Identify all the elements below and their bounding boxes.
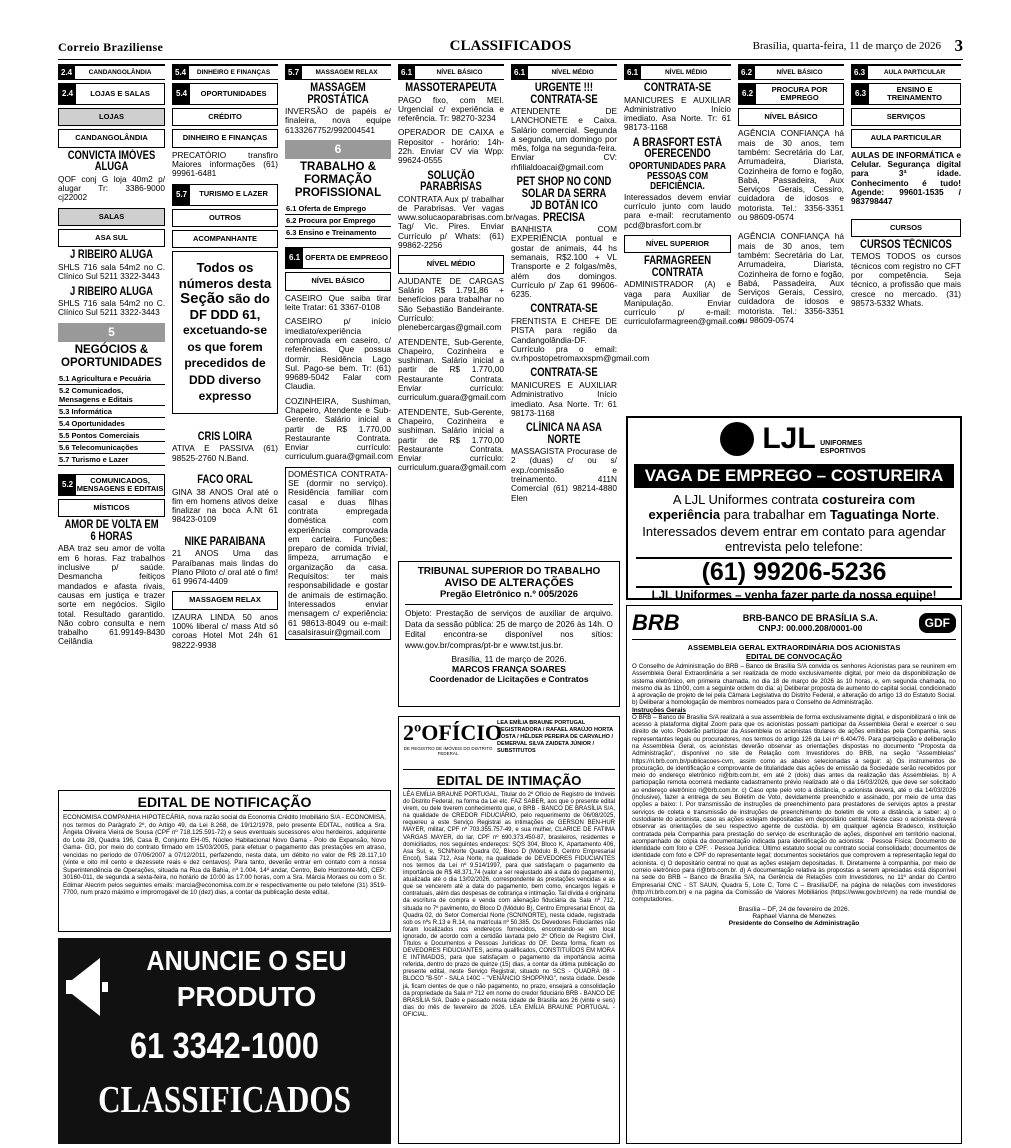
section-title: TURISMO E LAZER xyxy=(199,189,268,199)
section-title: COMUNICADOS, MENSAGENS E EDITAIS xyxy=(76,475,164,494)
ad-title: MASSAGEM PROSTÁTICA xyxy=(307,82,369,106)
classified-ad xyxy=(511,83,617,172)
section-header-procura xyxy=(738,83,844,105)
ad-body: TEMOS TODOS os cursos técnicos com registro no CFT por competência. Seja técnico, a profissão que mais cresce no mercado. (31) 98573-5332 Whats. xyxy=(851,251,961,308)
classified-ad xyxy=(851,240,961,308)
ad-body: ATENDENTE DE LANCHONETE e Caixa. Salário comercial. Segunda a segunda, um domingo por mês, folga na segunda-feira. Enviar CV: rhfilialdoacai@gmail.com xyxy=(511,106,617,172)
ljl-text: para trabalhar em xyxy=(720,507,830,522)
ad-title: URGENTE !!! CONTRATA-SE xyxy=(530,82,598,106)
section-title: CLASSIFICADOS xyxy=(449,38,572,54)
column-2 xyxy=(172,64,278,784)
ad-title: FARMAGREEN CONTRATA xyxy=(643,255,712,279)
ad-body: AULAS DE INFORMÁTICA e Celular. Segurança digital para 3ª idade. Conhecimento é tudo! Agende: 99601-1535 / 983798447 xyxy=(851,149,961,207)
ad-body: ADMINISTRADOR (A) e vaga para Auxiliar de Manipulação. Enviar currículo p/ e-mail: curriculofarmagreen@gmail.com xyxy=(624,279,745,327)
ad-title: FACO ORAL xyxy=(197,474,253,487)
ad-body: PAGO fixo, com MEI. Urgencial c/ experiência e referência. Tr: 98270-3234 xyxy=(398,94,504,124)
section-code: 6.2 xyxy=(739,84,756,104)
oficio-header xyxy=(403,720,615,770)
anuncie-phone: 61 3342-1000 xyxy=(130,1025,319,1066)
ljl-logo xyxy=(628,422,960,462)
page-number: 3 xyxy=(954,36,963,55)
section-title: LOJAS E SALAS xyxy=(90,88,150,98)
ljl-banner: VAGA DE EMPREGO – COSTUREIRA xyxy=(634,464,954,488)
classified-ad xyxy=(398,336,507,403)
megaphone-icon xyxy=(66,952,110,1022)
ad-body: CASEIRO Que saiba tirar leite Tratar: 61 3367-0108 xyxy=(285,292,391,313)
brb-paragraph-2: O BRB – Banco de Brasília S/A realizará a sua assembleia de forma exclusivamente digital, e disponibilizará o link de acesso à plataforma digital Zoom para que os acionistas possam participar da Assembleia Geral e exercer o seu direito de voto. Poderão participar da Assembleia os acionistas titulares de ações emitidas pela Companhia, seus representantes legais ou procuradores, nos termos do artigo 126 da Lei nº 6.404/76. Para participação e deliberação na Assembleia Geral, os acionistas deverão observar as orientações dispostas no documento "Proposta da Administração", disponível no site de Relação com Investidores do BRB, na seção "Assembleias" https://ri.brb.com.br/publicacoes-cvm, assim como as abaixo selecionadas a seguir: a) Os instrumentos de procuração, de identificação e comprovante de titularidade das ações de emissão da Sociedade serão recebidos por meio do endereço eletrônico ri@brb.com.br, em até 2 (dois) dias antes da realização das Assembleias. b) A participação remota ocorrerá mediante cadastramento prévio realizado até o dia 16/03/2026, que deve ser solicitado ao endereço eletrônico ri@brb.com.br. c) Caso opte pelo voto a distância, o acionista deverá, até o dia 14/03/2026 (inclusive), fazer a entrega de seu Boletim de Voto, devidamente preenchido e assinado, por meio de uma das opções a baixo: I. Por transmissão de instruções de preenchimento para prestadores de serviços aptos a prestar serviços de coleta e transmissão de instruções de preenchimento do boletim de voto a distância, a saber: a) o custodiante do acionista, caso as ações estejam depositadas em depositário central. Neste caso o acionista deverá observar as orientações de seu respectivo agente de custódia. b) em qualquer agência Bradesco, instituição contratada pela Companhia para prestação do serviço de escrituração de ações, disponível em território nacional, acompanhado de cópia da documentação indicada para identificação do acionista: · Pessoa Física: Documento de identidade com foto e CPF. · Pessoa Jurídica: Último estatuto social ou contrato social consolidado; documentos de identidade com foto e CPF do representante legal; documentos societários que comprovem a representação legal do acionista. c) O depositário central no qual as ações estejam depositadas. II. Diretamente à companhia, por meio de correio eletrônico para ri@brb.com.br. d) A documentação relativa às propostas a serem apreciadas está disponível na sede do BRB – Banco de Brasília S/A, na Gerência de Relações com Investidores, no 11º andar do Centro Empresarial CNC - ST SAUN, Quadra 5, Lote C, Torre C – Brasília/DF, na página de relações com investidores (http://ri.brb.com.br) e na página da Comissão de Valores Mobiliários (https://www.gov.br/cvm) na rede mundial de computadores. xyxy=(632,713,956,904)
subsection-nivel-basico: NÍVEL BÁSICO xyxy=(738,108,844,126)
classified-ad xyxy=(172,432,278,463)
index-item: 5.3 Informática xyxy=(58,406,165,418)
ad-title: J RIBEIRO ALUGA xyxy=(70,249,153,262)
oficio-body: LÉA EMÍLIA BRAUNE PORTUGAL, Titular do 2º Ofício de Registro de Imóveis do Distrito Federal, na forma da Lei etc. FAZ SABER, aos que o presente edital virem, ou dele tiverem conhecimento que, o BRB - BANCO DE BRASÍLIA S/A, na qualidade de CREDOR FIDUCIÁRIO, pelo requerimento de 06/08/2025, requereu a este Serviço Registral as intimações de GERSON BEN-HUR MAYER, militar, CPF nº 703.355.757-49, e sua mulher, CLARICE DE FATIMA VARGAS MAYER, do lar, CPF nº 690.373.450-87, brasileiros, residentes e domiciliados, nos seguintes endereços: SQS 304, Bloco K, Apartamento 406, Asa Sul, e, SCN/Norte Quadra 02, Bloco D (Módulo B, Centro Empresarial Encol), Sala 712, Asa Norte, na qualidade de DEVEDORES FIDUCIANTES nos termos da Lei nº 9.514/1997, para que satisfaçam o pagamento da importância de R$ 48.371,74 (valor a ser reajustado até a data do pagamento), atualizada até o dia 13/02/2026, correspondente às prestações vencidas e as que se vencerem até a data do pagamento, bem como, encargos legais e contratuais, além das despesas de cobrança e intimação. Tal dívida é originária da escritura de compra e venda com alienação fiduciária da Sala nº 712, situada no 7º pavimento, do Bloco D (Módulo B), Centro Empresarial Encol, da Quadra 02, do Setor Comercial Norte (SCN/NORTE), nesta cidade, registrada sob os nºs R.13 e R.14, na matrícula nº 50.385. Os Devedores Fiduciantes não foram localizados nos endereços fornecidos, encontrando-se em local ignorado, de acordo com a certidão lavrada pelo 2º Ofício de Registro Civil, Títulos e Documentos e Pessoas Jurídicas do DF. Desta forma, ficam os DEVEDORES FIDUCIANTES, acima qualificados, CONSTITUÍDOS EM MORA E INTIMADOS, para que satisfaçam o pagamento da importância acima referida, dentro do prazo de quinze (15) dias, a contar da última publicação do presente edital, neste Serviço Registral, situado no SCS - QUADRA 08 - BLOCO "B-50" - SALA 140C - "VENÂNCIO SHOPPING", nesta cidade. Desde já, ficam cientes de que o não pagamento, no prazo, ensejará a consolidação da propriedade da Sala nº 712 em nome do credor fiduciário BRB - BANCO DE BRASÍLIA S/A. Dado e passado nesta cidade de Brasília aos 26 (vinte e seis) dias do mês de fevereiro de 2026. LÉA EMÍLIA BRAUNE PORTUGAL - OFICIAL. xyxy=(403,792,615,1018)
classified-ad xyxy=(58,250,165,281)
ad-body: ATENDENTE, Sub-Gerente, Chapeiro, Cozinheira e sushiman. Salário inicial a partir de R$ 1.770,00 Restaurante Contrata. Enviar currículo: curriculum.guara@gmail.com xyxy=(398,336,507,403)
column-header xyxy=(172,64,278,80)
notice-text: excetuando-se os que forem precedidos de DDD diverso expresso xyxy=(182,323,268,404)
ad-title: AMOR DE VOLTA EM 6 HORAS xyxy=(64,519,159,543)
column-7 xyxy=(738,64,844,414)
classified-ad xyxy=(624,138,731,230)
classified-ad xyxy=(511,368,617,418)
ad-title: PET SHOP NO COND SOLAR DA SERRA xyxy=(516,176,612,200)
subsection-servicos: SERVIÇOS xyxy=(851,108,961,126)
brb-subtitle: EDITAL DE CONVOCAÇÃO xyxy=(746,652,842,661)
classified-ad xyxy=(172,537,278,587)
section-code: 6.1 xyxy=(286,248,303,268)
brb-instructions-heading: Instruções Gerais xyxy=(632,706,686,714)
classified-ad xyxy=(285,467,391,640)
ad-body: ABA traz seu amor de volta em 6 horas. Faz trabalhos inclusive p/ saúde. Desmancha feitiços mandados e afasta rivais, causas em justiça e trazer sorte em negócios. Sigilo total. Resultado garantido. Não cobro consulta e nem trabalho 61.99149-8430 Ceilândia xyxy=(58,543,165,647)
subsection-aula-particular: AULA PARTICULAR xyxy=(851,129,961,147)
classified-ad xyxy=(58,287,165,318)
brb-place-date: Brasília – DF, 24 de fevereiro de 2026. xyxy=(738,905,850,913)
notice-text: Todos os números desta xyxy=(178,260,272,291)
ad-body: MANICURES E AUXILIAR Administrativo Início imediato. Asa Norte. Tr: 61 98173-1168 xyxy=(624,94,731,133)
newspaper-name: Correio Braziliense xyxy=(58,40,164,54)
section-code: 6.1 xyxy=(624,66,641,80)
index-item: 5.2 Comunicados, Mensagens e Editais xyxy=(58,385,165,406)
classified-ad xyxy=(285,317,391,391)
section-header-ensino xyxy=(851,83,961,105)
index-item: 6.2 Procura por Emprego xyxy=(285,215,391,227)
brb-heading xyxy=(702,613,919,633)
ad-body: AGÊNCIA CONFIANÇA há mais de 30 anos, tem também: Secretária do Lar, Arrumadeira, Diarista, Cozinheira de forno e fogão, Babá, Passadeira, Aux Serviços Gerais, Cessiro, cuidadora de idosos e motorista. Tel.: 3356-3351 ou 98609-0574 xyxy=(738,128,844,223)
subsection-salas: SALAS xyxy=(58,208,165,226)
subsection-massagem: MASSAGEM RELAX xyxy=(172,591,278,609)
tst-subtitle: AVISO DE ALTERAÇÕES xyxy=(444,577,574,589)
category-number: 6 xyxy=(285,140,391,159)
ad-body: COZINHEIRA, Sushiman, Chapeiro, Atendente e Sub-Gerente. Salário inicial a partir de R$ 1.770,00 Restaurante Contrata. Enviar currículo: curriculum.guara@gmail.com xyxy=(285,395,394,462)
subsection-nivel-basico: NÍVEL BÁSICO xyxy=(285,272,391,290)
classified-ad xyxy=(511,177,617,299)
column-header xyxy=(851,64,961,80)
column-header-title: NÍVEL BÁSICO xyxy=(776,69,823,76)
masthead xyxy=(58,36,963,60)
column-header xyxy=(738,64,844,80)
ljl-description xyxy=(628,490,960,524)
ljl-job-ad xyxy=(626,416,962,600)
section-header-comunicados xyxy=(58,474,165,496)
ljl-text: A LJL Uniformes contrata xyxy=(672,492,822,507)
category-number: 5 xyxy=(58,323,165,342)
ad-title: SOLUÇÃO PARABRISAS xyxy=(420,169,482,194)
brb-logo: BRB xyxy=(632,610,680,635)
oficio-title: EDITAL DE INTIMAÇÃO xyxy=(403,773,615,789)
column-header-title: NÍVEL BÁSICO xyxy=(436,69,483,76)
ljl-shirt-icon xyxy=(720,422,754,456)
brb-signer: Raphael Vianna de Menezes xyxy=(752,912,836,920)
classified-ad xyxy=(398,169,540,251)
subsection-cursos: CURSOS xyxy=(851,219,961,237)
classified-ad xyxy=(58,520,165,646)
classified-ad xyxy=(398,406,507,473)
ad-body: OPERADOR DE CAIXA e Repositor - horário: 14h-22h. Enviar CV via Wpp: 99624-0555 xyxy=(398,127,504,166)
column-8 xyxy=(851,64,961,414)
section-title: PROCURA POR EMPREGO xyxy=(771,84,828,102)
column-header xyxy=(58,64,165,80)
ad-body: SHLS 716 sala 54m2 no C. Clínico Sul 5211 3322-3443 xyxy=(58,298,165,318)
column-5 xyxy=(511,64,650,554)
ad-body: PRECATÓRIO transfiro Maiores informações (61) 99961-6481 xyxy=(172,149,278,179)
tst-body: Objeto: Prestação de serviços de auxiliar de arquivo. Data da sessão pública: 25 de março de 2026 às 14h. O Edital encontra-se disponível nos sítios: www.gov.br/compras/pt-br e www.tst.jus.br. xyxy=(405,604,613,650)
index-item: 5.5 Pontos Comerciais xyxy=(58,430,165,442)
subsection-misticos: MÍSTICOS xyxy=(58,499,165,517)
tst-title: TRIBUNAL SUPERIOR DO TRABALHO xyxy=(417,566,601,577)
brb-header xyxy=(632,610,956,640)
brb-title: ASSEMBLEIA GERAL EXTRAORDINÁRIA DOS ACIONISTAS xyxy=(687,643,901,652)
column-header-title: NÍVEL MÉDIO xyxy=(664,69,708,76)
subsection-nivel-superior: NÍVEL SUPERIOR xyxy=(624,235,731,253)
brb-paragraph-1: O Conselho de Administração do BRB – Banco de Brasília S/A convida os senhores Acionistas para se reunirem em Assembleia Geral Extraordinária a ser realizada de modo exclusivamente digital, por meio da disponibilização de sistema eletrônico, em primeira chamada, no dia 18 de março de 2026 às 10 horas, e, em segunda chamada, no mesmo dia às 11h00, com a seguinte ordem do dia: a) Deliberar proposta de aumento do capital social, condicionado à aprovação de projeto de lei pela Câmara Legislativa do Distrito Federal, e alteração do artigo 13 do Estatuto Social. b) Deliberar a homologação de membros nomeados para o Conselho de Administração. xyxy=(632,663,956,707)
ad-body: BANHISTA COM EXPERIÊNCIA pontual e gostar de animais, 44 hs semanais, R$2.100 + VL Transporte e 2 folgas/mês, além dos domingos. Currículo p/ Zap 61 99606-6235. xyxy=(511,224,617,300)
index-item: 6.3 Ensino e Treinamento xyxy=(285,227,391,239)
section-header-oportunidades xyxy=(172,83,278,105)
tst-process: Pregão Eletrônico n.º 005/2026 xyxy=(439,589,579,600)
index-item: 5.4 Oportunidades xyxy=(58,418,165,430)
section-title: OFERTA DE EMPREGO xyxy=(305,253,389,263)
notification-body: ECONOMISA COMPANHIA HIPOTECÁRIA, nova razão social da Economia Crédito Imobiliário S/A - ECONOMISA, nos termos do Parágrafo 2º, do Artigo 49, da Lei 8.268, de 19/12/1978, pelo presente EDITAL, notifica a Sra. Ângela Oliveira Vieira de Sousa (CPF nº 718.125.591-72) e seus eventuais sucessores e/ou herdeiros, adquirente do Lote 28, Quadra 196, Casa B, Conjunto EH-05, Núcleo Habitacional Novo Gama - Polo de Expansão, Novo Gama- GO, por meio do contrato firmado em 15/03/2005, para efetuar o pagamento das prestações em atraso, vencidas no período de 07/06/2007 a 07/12/2011, perfazendo, nesta data, um débito no valor de R$ 28.117,10 (vinte e oito mil cento e dezessete reais e dez centavos). Para tanto, deverão entrar em contato com a nossa Superintendência de Operações, situada na Rua da Bahia, nº 1.004, 14º andar, Centro, Belo Horizonte-MG, CEP: 30160-011, de segunda a sexta-feira, no horário de 10:00 às 17:00 horas, com a Sra. Márcia Moraes ou com o Sr. Edimar Alecrim pelos seguintes emails: marcia@economisa.com.br e respectivamente ou pelo telefone (31) 3519-7700, num prazo máximo e improrrogável de 10 (dez) dias, a contar da publicação deste edital. xyxy=(63,814,386,896)
column-3 xyxy=(285,64,394,784)
column-header-title: MASSAGEM RELAX xyxy=(315,69,378,76)
index-item: 5.1 Agricultura e Pecuária xyxy=(58,373,165,385)
tst-signer: MARCOS FRANÇA SOARES xyxy=(452,664,566,674)
ad-body: SHLS 716 sala 54m2 no C. Clínico Sul 5211 3322-3443 xyxy=(58,261,165,282)
classified-ad xyxy=(285,294,391,313)
ljl-logo-text: LJL xyxy=(762,422,816,455)
section-header-turismo xyxy=(172,184,278,206)
classified-ad xyxy=(172,151,278,179)
category-index xyxy=(58,373,165,466)
classified-ad xyxy=(285,395,394,462)
oficio-edital xyxy=(398,716,620,1144)
section-code: 2.4 xyxy=(58,66,75,80)
tst-signer-role: Coordenador de Licitações e Contratos xyxy=(429,674,589,684)
brb-company-name: BRB-BANCO DE BRASÍLIA S.A. xyxy=(742,613,878,623)
anuncie-ad xyxy=(58,938,391,1144)
ad-body: MASSAGISTA Procurase de 2 (duas) c/ ou s/ exp./comissão e treinamento. 411N Comercial (61) 98214-4880 Elen xyxy=(511,446,617,503)
classified-ad xyxy=(398,83,504,123)
ad-body: AGÊNCIA CONFIANÇA há mais de 30 anos, tem também: Secretária do Lar, Arrumadeira, Diarista, Cozinheira de forno e fogão, Babá, Passadeira, Aux Serviços Gerais, Cessiro, cuidadora de idosos e motorista. Tel.: 3356-3351 ou 98609-0574 xyxy=(738,231,844,326)
section-code: 5.4 xyxy=(172,66,189,80)
ad-body: INVERSÃO de papéis e/ finaleira, nova equipe 6133267752/992004541 xyxy=(285,106,391,135)
section-code: 6.3 xyxy=(851,66,868,80)
oficio-logo xyxy=(403,720,502,769)
classified-ad xyxy=(511,423,617,503)
ljl-instructions: Interessados devem entrar em contato para agendar entrevista pelo telefone: xyxy=(642,524,946,554)
column-header-title: CANDANGOLÂNDIA xyxy=(88,69,152,76)
section-code: 6.3 xyxy=(852,84,869,104)
section-code: 5.4 xyxy=(173,84,190,104)
index-item: 5.7 Turismo e Lazer xyxy=(58,454,165,466)
notice-text: são do DF DDD 61, xyxy=(189,291,270,322)
subsection-lojas: LOJAS xyxy=(58,108,165,126)
classified-ad xyxy=(738,129,844,222)
ad-title: CONTRATA-SE xyxy=(530,303,598,316)
subsection-outros: OUTROS xyxy=(172,209,278,227)
oficio-logo-text: 2ºOFÍCIO xyxy=(403,720,502,745)
ljl-text: . xyxy=(935,507,940,522)
category-title: NEGÓCIOS & OPORTUNIDADES xyxy=(61,344,162,370)
section-title: ENSINO E TREINAMENTO xyxy=(887,84,942,102)
notification-edital xyxy=(58,790,391,932)
anuncie-line-2: PRODUTO xyxy=(176,981,317,1012)
classified-ad xyxy=(398,277,504,333)
ad-title: CONTRATA-SE xyxy=(530,367,598,380)
ad-title: A BRASFORT ESTÁ OFERECENDO xyxy=(632,136,723,161)
index-item: 5.6 Telecomunicações xyxy=(58,442,165,454)
tst-place-date: Brasília, 11 de março de 2026. xyxy=(451,654,567,664)
classified-ad xyxy=(398,128,504,165)
column-header-title: AULA PARTICULAR xyxy=(883,69,946,76)
notification-title: EDITAL DE NOTIFICAÇÃO xyxy=(63,794,386,811)
subsection-credito: CRÉDITO xyxy=(172,108,278,126)
ad-title: CONTRATA-SE xyxy=(643,82,712,94)
column-header xyxy=(285,64,391,80)
ad-title: CRIS LOIRA xyxy=(197,430,253,443)
classified-ad xyxy=(511,303,650,364)
ad-body: MANICURES E AUXILIAR Administrativo Início imediato. Asa Norte. Tr: 61 98173-1168 xyxy=(511,379,617,418)
column-4 xyxy=(398,64,540,554)
subsection-candangolandia: CANDANGOLÂNDIA xyxy=(58,129,165,147)
classified-ad xyxy=(624,83,731,133)
oficio-logo-subtitle: DE REGISTRO DE IMÓVEIS DO DISTRITO FEDERAL xyxy=(403,746,493,756)
brb-cnpj: CNPJ: 00.000.208/0001-00 xyxy=(758,623,863,633)
classified-ad xyxy=(624,255,745,327)
anuncie-classificados: CLASSIFICADOS xyxy=(98,1079,351,1121)
ad-body: ATENDENTE, Sub-Gerente, Chapeiro, Cozinheira e sushiman. Salário inicial a partir de R$ 1.770,00 Restaurante Contrata. Enviar currículo: curriculum.guara@gmail.com xyxy=(398,406,507,473)
column-header-title: NÍVEL MÉDIO xyxy=(551,69,594,76)
category-title: TRABALHO & FORMAÇÃO PROFISSIONAL xyxy=(294,161,382,200)
ljl-phone: (61) 99206-5236 xyxy=(636,557,952,588)
ad-title: MASSOTERAPEUTA xyxy=(405,82,497,94)
ad-title: CONVICTA IMÓVES ALUGA xyxy=(67,149,156,174)
section-code: 6.1 xyxy=(398,66,415,80)
edition-date: Brasília, quarta-feira, 11 de março de 2026 xyxy=(752,40,941,52)
section-header-oferta xyxy=(285,247,391,269)
index-item: 6.1 Oferta de Emprego xyxy=(285,203,391,215)
section-code: 5.7 xyxy=(285,66,302,80)
ad-body: IZAURA LINDA 50 anos 100% liberal c/ mass Atd só coroas Hotel Mot 24h 61 98222-9938 xyxy=(172,611,278,650)
brb-edital xyxy=(626,605,962,1144)
ad-title: CURSOS TÉCNICOS xyxy=(860,238,952,251)
gdf-logo: GDF xyxy=(919,613,956,633)
subsection-acompanhante: ACOMPANHANTE xyxy=(172,230,278,248)
column-header xyxy=(398,64,504,80)
section-code: 2.4 xyxy=(59,84,76,104)
ad-title: OPORTUNIDADES PARA PESSOAS COM DEFICIÊNCIA. xyxy=(629,160,726,192)
classified-ad xyxy=(738,232,844,325)
ad-body: DOMÉSTICA CONTRATA-SE (dormir no serviço). Residência familiar com casal e duas filhas contrata empregada doméstica com experiência comprovada em carteira. Funções: preparo de comida trivial, limpeza, arrumação e organização da casa. Requisitos: ter mais responsabilidade e gostar de animais de estimação. Interessados enviar mensagem c/ experiência: 61 98613-8049 ou e-mail: casalsirasuir@gmail.com xyxy=(288,468,388,637)
ljl-text-bold: costureira com experiência xyxy=(648,492,916,522)
column-header-title: DINHEIRO E FINANÇAS xyxy=(196,69,271,76)
section-code: 6.1 xyxy=(511,66,528,80)
column-header xyxy=(511,64,617,80)
classified-ad xyxy=(851,151,961,207)
column-6 xyxy=(624,64,745,414)
brb-signer-role: Presidente do Conselho de Administração xyxy=(728,919,860,927)
ad-title: CLÍNICA NA ASA NORTE xyxy=(526,422,602,446)
ad-body: AJUDANTE DE CARGAS Salário R$ 1.791,86 + benefícios para trabalhar no São Sebastião Bandeirante. Currículo: plenebercargas@gmail.com xyxy=(398,275,504,333)
ad-body: 21 ANOS Uma das Paraíbanas mais lindas do Plano Piloto c/ oral até o fim! 61 99674-4409 xyxy=(172,548,278,587)
ad-body: CASEIRO p/ início imediato/experiência comprovada em caseiro, c/ referências. Que possua dormir. Residência Lago Sul. Pago-se bem. Tr: (61) 99689-5042 Falar com Claudia. xyxy=(285,316,391,392)
tst-notice xyxy=(398,561,620,707)
column-header xyxy=(624,64,731,80)
section-title: OPORTUNIDADES xyxy=(200,88,267,98)
subsection-nivel-medio: NÍVEL MÉDIO xyxy=(398,255,504,273)
notice-text-seção: Seção xyxy=(180,290,225,308)
section-code: 6.2 xyxy=(738,66,755,80)
ljl-slogan: LJL Uniformes – venha fazer parte da nossa equipe! xyxy=(651,590,937,602)
category-index xyxy=(285,203,391,239)
ljl-logo-subtitle: UNIFORMES ESPORTIVOS xyxy=(820,440,866,455)
subsection-dinheiro: DINHEIRO E FINANÇAS xyxy=(172,129,278,147)
ad-body: Interessados devem enviar currículo junto com laudo para e-mail: recrutamento pcd@brasfort.com.br xyxy=(624,191,731,230)
subsection-asa-sul: ASA SUL xyxy=(58,229,165,247)
section-header-lojas-e-salas xyxy=(58,83,165,105)
section-code: 5.7 xyxy=(173,185,190,205)
ad-body: GINA 38 ANOS Oral até o fim em homens ativos deixe finalizar na boca A.Nt 61 98423-0109 xyxy=(172,486,278,525)
ad-title: NIKE PARAIBANA xyxy=(184,535,266,548)
ad-body: QOF conj G loja 40m2 p/ alugar Tr: 3386-9000 cj22002 xyxy=(58,173,165,203)
classified-ad xyxy=(58,151,165,203)
ddd-notice-box xyxy=(172,251,278,414)
oficio-officers: LEA EMÍLIA BRAUNE PORTUGAL REGISTRADORA / RAFAEL ARAÚJO HORTA COSTA / HÉLDER PEREIRA DE CARVALHO / DEMERVAL SILVA ZAIDETA JÚNIOR / SUBSTITUTOS xyxy=(497,720,614,754)
ad-title: J RIBEIRO ALUGA xyxy=(70,285,153,298)
ljl-text-bold: Taguatinga Norte xyxy=(829,507,936,522)
ad-body: FRENTISTA E CHEFE DE PISTA para região da Candangolândia-DF. Currículo pra o email: cv.rhpostopetromaxxspm@gmail.com xyxy=(511,315,650,364)
ad-body: ATIVA E PASSIVA (61) 98525-2760 N.Band. xyxy=(172,443,278,463)
classified-ad xyxy=(172,613,278,650)
anuncie-line-1: ANUNCIE O SEU xyxy=(146,945,347,976)
classified-ad xyxy=(172,475,278,525)
ad-body: CONTRATA Aux p/ trabalhar de Parabrisas. Ver vagas www.solucaoparabrisas.com.br/vagas. Tag/ Vic. Pires. Enviar Currículo p/ Whats: (61) 99862-2256 xyxy=(398,193,540,251)
ad-title: JD BOTÂN ICO PRECISA xyxy=(530,200,598,224)
column-1 xyxy=(58,64,165,784)
section-code: 5.2 xyxy=(59,475,76,495)
classified-ad xyxy=(285,83,391,135)
